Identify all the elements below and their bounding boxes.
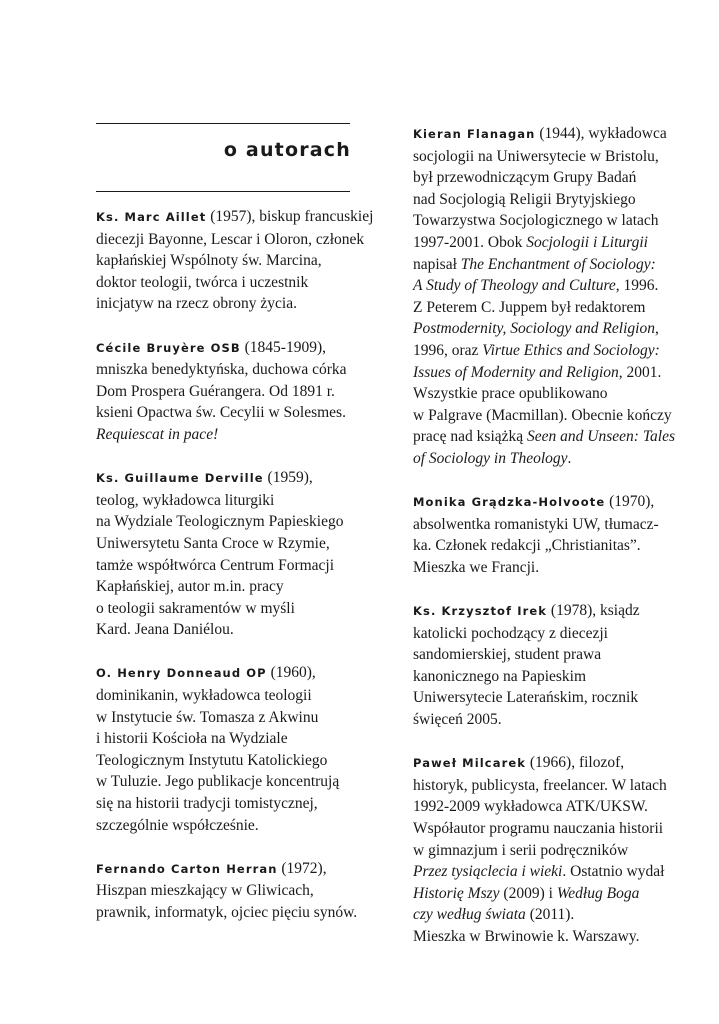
italic-text: Requiescat in pace!: [96, 425, 219, 443]
text-segment: 1997-2001. Obok: [413, 233, 527, 251]
text-segment: (2011).: [525, 906, 575, 924]
title-underline-rule: [96, 191, 350, 192]
text-segment: , 1996.: [615, 277, 659, 295]
italic-text: Postmodernity, Sociology and Religion: [413, 320, 655, 338]
text-segment: Dom Prospera Guérangera. Od 1891 r.: [96, 382, 335, 400]
author-entry-cecile-bruyere-osb: [96, 337, 366, 446]
italic-text: Issues of Modernity and Religion: [413, 363, 619, 381]
text-line: [413, 775, 703, 797]
text-line: [413, 383, 703, 405]
top-rule: [96, 123, 350, 124]
text-segment: dominikanin, wykładowca teologii: [96, 687, 312, 705]
text-segment: historyk, publicysta, freelancer. W latach: [413, 776, 667, 794]
text-line: [413, 644, 703, 666]
text-segment: katolicki pochodzący z diecezji: [413, 624, 608, 642]
text-segment: Uniwersytetu Santa Croce w Rzymie,: [96, 534, 330, 552]
text-segment: Z Peterem C. Juppem był redaktorem: [413, 298, 646, 316]
text-segment: w Palgrave (Macmillan). Obecnie kończy: [413, 406, 672, 424]
text-line: [96, 555, 366, 577]
text-segment: w Instytucie św. Tomasza z Akwinu: [96, 708, 319, 726]
text-segment: socjologii na Uniwersytecie w Bristolu,: [413, 147, 659, 165]
text-segment: (1966), filozof,: [526, 754, 625, 772]
author-entry-ks-marc-aillet: [96, 206, 374, 315]
text-segment: i historii Kościoła na Wydziale: [96, 730, 288, 748]
text-line: [96, 619, 366, 641]
italic-text: Socjologii i Liturgii: [526, 233, 648, 251]
text-segment: (1978), ksiądz: [547, 602, 640, 620]
text-segment: prawnik, informatyk, ojciec pięciu synów.: [96, 904, 358, 921]
text-line: [413, 232, 703, 254]
text-segment: (1972),: [277, 859, 327, 877]
author-name: Fernando Carton Herran: [96, 861, 278, 876]
text-segment: Kapłańskiej, autor m.in. pracy: [96, 578, 284, 596]
text-segment: Mieszka we Francji.: [413, 558, 540, 576]
text-line: [96, 902, 366, 924]
text-segment: mniszka benedyktyńska, duchowa córka: [96, 361, 347, 379]
text-segment: się na historii tradycji tomistycznej,: [96, 795, 318, 813]
text-line: [413, 796, 703, 818]
text-line: [413, 752, 703, 775]
text-segment: tamże współtwórca Centrum Formacji: [96, 556, 335, 574]
author-name: Kieran Flanagan: [413, 127, 536, 141]
italic-text: Według Boga: [556, 884, 640, 902]
text-segment: (1970),: [605, 493, 655, 511]
text-line: [96, 229, 366, 251]
text-segment: Teologicznym Instytutu Katolickiego: [96, 751, 328, 769]
text-line: [413, 926, 703, 948]
text-line: [413, 840, 703, 862]
text-line: [96, 793, 366, 815]
author-entry-monika-gradzka-holvoote: [413, 491, 703, 578]
text-line: [96, 359, 366, 381]
text-segment: inicjatyw na rzecz obrony życia.: [96, 295, 297, 313]
text-line: [413, 623, 703, 645]
text-segment: na Wydziale Teologicznym Papieskiego: [96, 513, 344, 531]
text-segment: był przewodniczącym Grupy Badań: [413, 169, 637, 187]
author-entry-kieran-flanagan: [413, 123, 703, 470]
text-segment: (1957), biskup francuskiej: [206, 208, 374, 225]
text-line: [96, 662, 366, 685]
text-segment: w gimnazjum i serii podręczników: [413, 841, 629, 859]
text-segment: o teologii sakramentów w myśli: [96, 599, 295, 617]
author-name: Paweł Milcarek: [413, 756, 526, 771]
text-line: [96, 576, 366, 598]
text-line: [413, 904, 703, 926]
text-segment: sandomierskiej, student prawa: [413, 646, 602, 664]
text-segment: doktor teologii, twórca i uczestnik: [96, 273, 309, 291]
text-segment: pracę nad książką: [413, 428, 528, 446]
text-line: [96, 880, 366, 902]
text-line: [413, 210, 703, 232]
text-line: [413, 254, 703, 276]
text-segment: teolog, wykładowca liturgiki: [96, 491, 275, 509]
text-line: [96, 598, 366, 620]
text-line: [413, 557, 703, 579]
text-segment: (1944), wykładowca: [535, 125, 667, 142]
text-segment: . Ostatnio wydał: [562, 863, 665, 881]
text-line: [96, 424, 366, 446]
text-segment: w Tuluzie. Jego publikacje koncentrują: [96, 773, 340, 791]
text-line: [96, 750, 366, 772]
text-segment: kanonicznego na Papieskim: [413, 667, 587, 685]
italic-text: Virtue Ethics and Sociology:: [482, 341, 660, 359]
text-segment: nad Socjologią Religii Brytyjskiego: [413, 190, 636, 208]
italic-text: of Sociology in Theology: [413, 449, 568, 467]
text-line: [413, 687, 703, 709]
text-line: [96, 858, 366, 881]
text-line: [413, 514, 703, 536]
text-line: [413, 167, 703, 189]
text-line: [413, 709, 703, 731]
author-entry-ks-guillaume-derville: [96, 467, 366, 641]
text-line: [96, 511, 366, 533]
author-entry-ks-krzysztof-irek: [413, 600, 703, 731]
text-line: [96, 381, 366, 403]
italic-text: Przez tysiąclecia i wieki: [413, 863, 563, 881]
text-line: [413, 123, 703, 146]
text-line: [413, 535, 703, 557]
text-segment: (1959),: [263, 469, 313, 487]
text-line: [413, 883, 703, 905]
italic-text: Seen and Unseen: Tales: [527, 428, 675, 446]
text-segment: (1960),: [266, 664, 316, 682]
text-segment: Kard. Jeana Daniélou.: [96, 621, 234, 639]
text-line: [413, 189, 703, 211]
text-segment: Towarzystwa Socjologicznego w latach: [413, 212, 659, 230]
text-segment: Mieszka w Brwinowie k. Warszawy.: [413, 927, 640, 945]
text-line: [96, 685, 366, 707]
italic-text: Historię Mszy: [413, 884, 500, 902]
text-line: [96, 272, 366, 294]
text-segment: Wszystkie prace opublikowano: [413, 385, 608, 403]
author-name: Ks. Guillaume Derville: [96, 471, 264, 486]
text-line: [413, 426, 703, 448]
text-line: [413, 818, 703, 840]
text-segment: , 2001.: [618, 363, 662, 381]
text-line: [413, 318, 703, 340]
text-line: [96, 250, 366, 272]
text-line: [413, 405, 703, 427]
text-segment: Współautor programu nauczania historii: [413, 820, 664, 837]
author-name: O. Henry Donneaud OP: [96, 666, 267, 681]
text-line: [96, 533, 366, 555]
text-line: [413, 600, 703, 623]
text-line: [96, 402, 366, 424]
text-segment: napisał: [413, 255, 461, 273]
author-name: Ks. Krzysztof Irek: [413, 604, 548, 619]
text-line: [96, 707, 366, 729]
text-line: [413, 340, 703, 362]
author-entry-o-henry-donneaud-op: [96, 662, 366, 836]
text-line: [413, 448, 703, 470]
author-entry-fernando-carton-herran: [96, 858, 366, 924]
right-column: [413, 123, 703, 969]
text-line: [96, 206, 374, 229]
page-title: o autorach: [223, 139, 351, 161]
text-segment: szczególnie współcześnie.: [96, 816, 259, 834]
text-segment: (2009) i: [499, 884, 557, 902]
text-line: [96, 771, 366, 793]
text-segment: absolwentka romanistyki UW, tłumacz-: [413, 515, 659, 533]
text-segment: 1996, oraz: [413, 341, 483, 359]
text-line: [413, 362, 703, 384]
author-name: Cécile Bruyère OSB: [96, 340, 241, 355]
text-line: [96, 337, 366, 360]
text-line: [96, 467, 366, 490]
left-column: [96, 206, 374, 945]
text-line: [413, 297, 703, 319]
italic-text: A Study of Theology and Culture: [413, 277, 616, 295]
author-name: Monika Grądzka-Holvoote: [413, 495, 606, 510]
text-line: [96, 293, 366, 315]
text-segment: ,: [654, 320, 659, 338]
text-line: [413, 861, 703, 883]
italic-text: czy według świata: [413, 906, 526, 924]
text-segment: ka. Członek redakcji „Christianitas”.: [413, 537, 641, 555]
text-line: [413, 146, 703, 168]
text-segment: (1845-1909),: [240, 338, 327, 356]
text-segment: .: [567, 449, 572, 467]
text-line: [96, 728, 366, 750]
text-segment: 1992-2009 wykładowca ATK/UKSW.: [413, 798, 648, 816]
text-segment: ksieni Opactwa św. Cecylii w Solesmes.: [96, 404, 346, 422]
text-segment: Hiszpan mieszkający w Gliwicach,: [96, 882, 314, 900]
text-segment: święceń 2005.: [413, 711, 502, 729]
text-line: [96, 490, 366, 512]
text-line: [96, 815, 366, 837]
text-line: [413, 491, 703, 514]
text-line: [413, 666, 703, 688]
italic-text: The Enchantment of Sociology:: [460, 255, 656, 273]
text-segment: diecezji Bayonne, Lescar i Oloron, członek: [96, 230, 365, 248]
text-segment: Uniwersytecie Laterańskim, rocznik: [413, 689, 639, 707]
author-name: Ks. Marc Aillet: [96, 210, 207, 224]
text-line: [413, 275, 703, 297]
text-segment: kapłańskiej Wspólnoty św. Marcina,: [96, 252, 322, 270]
author-entry-pawel-milcarek: [413, 752, 703, 947]
